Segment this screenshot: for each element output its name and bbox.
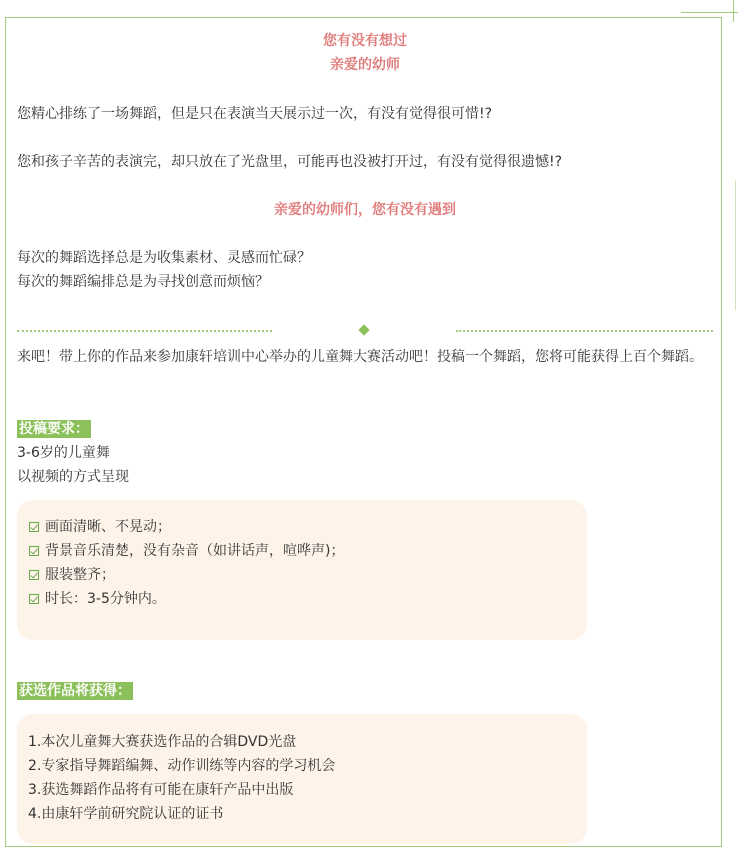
reward-item: 3.获选舞蹈作品将有可能在康轩产品中出版 (28, 782, 294, 798)
paragraph-2: 您和孩子辛苦的表演完，却只放在了光盘里，可能再也没被打开过，有没有觉得很遗憾!? (17, 154, 563, 170)
rewards-box (17, 714, 587, 844)
reward-item: 4.由康轩学前研究院认证的证书 (28, 806, 224, 822)
side-decoration-line (735, 180, 736, 310)
requirements-checklist-box (17, 500, 587, 640)
checkbox-checked-icon (29, 570, 39, 580)
checkbox-checked-icon (29, 522, 39, 532)
checklist-item (29, 515, 587, 539)
checkbox-checked-icon (29, 594, 39, 604)
corner-decoration-vertical (733, 0, 734, 22)
invitation-text: 来吧！带上你的作品来参加康轩培训中心举办的儿童舞大赛活动吧！投稿一个舞蹈，您将可能获得上百个舞蹈。 (17, 349, 703, 365)
question-1: 每次的舞蹈选择总是为收集素材、灵感而忙碌？ (17, 250, 311, 266)
rewards-tag: 获选作品将获得： (19, 683, 131, 699)
heading-line-1: 您有没有想过 (323, 33, 407, 49)
requirement-age: 3-6岁的儿童舞 (17, 445, 110, 461)
heading-line-2: 亲爱的幼师 (330, 57, 400, 73)
checklist-item (29, 587, 587, 611)
divider-line-left (17, 330, 272, 332)
checkbox-checked-icon (29, 546, 39, 556)
requirements-tag: 投稿要求： (19, 421, 89, 437)
checklist-item-label: 画面清晰、不晃动； (45, 519, 171, 535)
checklist-item-label: 背景音乐清楚，没有杂音（如讲话声，喧哗声)； (45, 543, 345, 559)
reward-item: 1.本次儿童舞大赛获选作品的合辑DVD光盘 (28, 734, 297, 750)
checklist-item (29, 539, 587, 563)
checklist-item-label: 时长：3-5分钟内。 (45, 591, 166, 607)
diamond-icon (358, 324, 369, 335)
reward-item: 2.专家指导舞蹈编舞、动作训练等内容的学习机会 (28, 758, 336, 774)
checklist-item-label: 服装整齐； (45, 567, 115, 583)
requirement-format: 以视频的方式呈现 (17, 469, 129, 485)
paragraph-1: 您精心排练了一场舞蹈，但是只在表演当天展示过一次，有没有觉得很可惜!? (17, 106, 493, 122)
subheading: 亲爱的幼师们，您有没有遇到 (274, 202, 456, 218)
section-divider (17, 325, 713, 337)
corner-decoration-horizontal (681, 12, 738, 13)
checklist-item (29, 563, 587, 587)
divider-line-right (456, 330, 713, 332)
question-2: 每次的舞蹈编排总是为寻找创意而烦恼？ (17, 274, 269, 290)
article-content (17, 29, 713, 822)
